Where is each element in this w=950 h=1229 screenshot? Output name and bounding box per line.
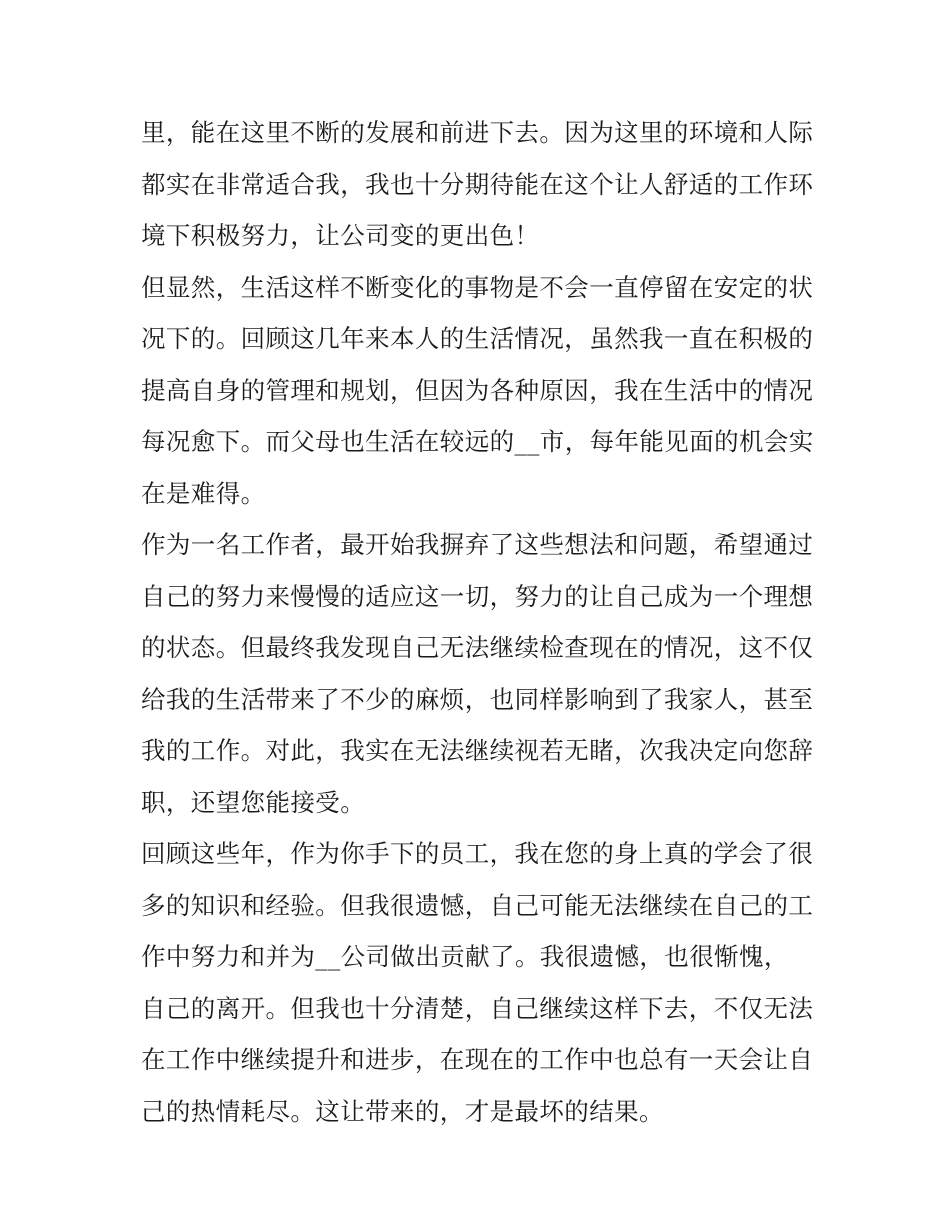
text-line: 多的知识和经验。但我很遗憾，自己可能无法继续在自己的工 — [141, 890, 814, 920]
text-line: 我的工作。对此，我实在无法继续视若无睹，次我决定向您辞 — [141, 736, 814, 765]
text-line: 的状态。但最终我发现自己无法继续检查现在的情况，这不仅 — [141, 633, 814, 662]
text-line: 作为一名工作者，最开始我摒弃了这些想法和问题，希望通过 — [141, 530, 814, 559]
text-line: 但显然，生活这样不断变化的事物是不会一直停留在安定的状 — [141, 272, 814, 302]
text-line: 都实在非常适合我，我也十分期待能在这个让人舒适的工作环 — [141, 169, 814, 199]
document-body — [141, 107, 821, 1137]
text-line: 自己的离开。但我也十分清楚，自己继续这样下去，不仅无法 — [141, 993, 814, 1023]
text-line: 己的热情耗尽。这让带来的，才是最坏的结果。 — [141, 1096, 664, 1126]
text-line: 在是难得。 — [141, 478, 266, 508]
text-line: 给我的生活带来了不少的麻烦，也同样影响到了我家人，甚至 — [141, 684, 814, 714]
text-line: 作中努力和并为__公司做出贡献了。我很遗憾，也很惭愧， — [141, 942, 789, 971]
text-line: 境下积极努力，让公司变的更出色！ — [141, 221, 540, 250]
text-line: 在工作中继续提升和进步，在现在的工作中也总有一天会让自 — [141, 1045, 814, 1074]
text-line: 每况愈下。而父母也生活在较远的__市，每年能见面的机会实 — [141, 427, 814, 456]
text-line: 回顾这些年，作为你手下的员工，我在您的身上真的学会了很 — [141, 839, 814, 868]
text-line: 自己的努力来慢慢的适应这一切，努力的让自己成为一个理想 — [141, 581, 814, 611]
text-line: 况下的。回顾这几年来本人的生活情况，虽然我一直在积极的 — [141, 324, 814, 353]
text-line: 职，还望您能接受。 — [141, 787, 366, 817]
text-line: 提高自身的管理和规划，但因为各种原因，我在生活中的情况 — [141, 375, 814, 405]
text-line: 里，能在这里不断的发展和前进下去。因为这里的环境和人际 — [141, 118, 814, 147]
